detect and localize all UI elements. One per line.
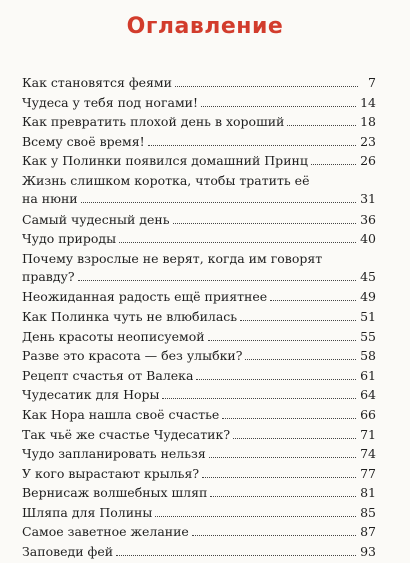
toc-page-number: 51 [360,308,376,324]
dot-leader [119,242,356,243]
toc-entry [22,74,376,92]
toc-page-number: 31 [360,190,376,206]
toc-entry [22,113,376,131]
toc-entry [22,250,376,287]
toc-page-number: 87 [360,524,376,540]
toc-entry [22,426,376,444]
toc-entry-title: Чудо запланировать нельзя [22,446,206,462]
toc-entry-row [22,504,376,522]
toc-entry-row [22,288,376,306]
dot-leader [175,86,358,87]
toc-entry [22,288,376,306]
toc-entry [22,523,376,541]
toc-entry [22,347,376,365]
dot-leader [192,535,356,536]
toc-entry-row [22,152,376,170]
toc-entry-title: Самое заветное желание [22,524,189,540]
toc-entry-row [22,445,376,463]
toc-entry [22,543,376,561]
toc-entry-row [22,465,376,483]
dot-leader [270,300,356,301]
toc-page-number: 61 [360,367,376,383]
dot-leader [210,496,356,497]
toc-entry-title: Как Полинка чуть не влюбилась [22,308,238,324]
toc-entry-title: Всему своё время! [22,133,145,149]
toc-entry-row [22,406,376,424]
toc-entry [22,328,376,346]
toc-entry [22,152,376,170]
toc-entry-row [22,211,376,229]
toc-entry [22,94,376,112]
dot-leader [81,202,356,203]
dot-leader [209,457,356,458]
toc-page-number: 64 [360,387,376,403]
toc-entry-title: на нюни [22,190,78,206]
toc-entry [22,172,376,209]
toc-entry-row [22,230,376,248]
toc-entry [22,504,376,522]
toc-page-number: 66 [360,406,376,422]
dot-leader [222,418,356,419]
toc-entry [22,133,376,151]
toc-entry-row [22,426,376,444]
dot-leader [208,340,357,341]
toc-entry-row [22,386,376,404]
toc-entry-title: Чудесатик для Норы [22,387,160,403]
toc-entry-row [22,367,376,385]
dot-leader [148,145,356,146]
toc-page-number: 58 [360,348,376,364]
toc-page-number: 55 [360,328,376,344]
toc-entry [22,367,376,385]
toc-entry-row [22,523,376,541]
dot-leader [240,320,356,321]
toc-entry-row [22,113,376,131]
toc-entry [22,308,376,326]
dot-leader [201,106,356,107]
toc-entry-title: Так чьё же счастье Чудесатик? [22,426,231,442]
dot-leader [287,125,356,126]
toc-entry-title: Чудо природы [22,231,117,247]
toc-entry-title: Как превратить плохой день в хороший [22,114,285,130]
toc-entry-title: правду? [22,268,75,284]
toc-entry-title: День красоты неописуемой [22,328,205,344]
toc-entry-row [22,308,376,326]
toc-entry-title: Рецепт счастья от Валека [22,367,194,383]
toc-page-number: 26 [360,153,376,169]
toc-entry-title: Разве это красота — без улыбки? [22,348,243,364]
toc-entry [22,386,376,404]
dot-leader [173,223,357,224]
toc-entry-title: Как становятся феями [22,75,172,90]
toc-page-number: 49 [360,289,376,305]
toc-page-number: 74 [360,446,376,462]
toc-page-number: 40 [360,231,376,247]
toc-page-number: 45 [360,268,376,284]
toc-entry-row [22,484,376,502]
toc-entry-title: Как Нора нашла своё счастье [22,406,220,422]
toc-entry [22,465,376,483]
dot-leader [78,280,357,281]
toc-entry-row [22,190,376,208]
dot-leader [233,438,356,439]
dot-leader [155,516,356,517]
toc-entry [22,406,376,424]
toc-entry-title: Самый чудесный день [22,211,170,227]
toc-entry-title: Неожиданная радость ещё приятнее [22,289,268,305]
dot-leader [245,359,356,360]
toc-page-number: 23 [360,133,376,149]
toc-entry-row [22,347,376,365]
dot-leader [116,555,356,556]
toc-page-number: 93 [360,544,376,560]
toc-page-number: 36 [360,211,376,227]
toc-entry-title: Чудеса у тебя под ногами! [22,94,199,110]
toc-page-number: 81 [360,485,376,501]
toc-entry [22,484,376,502]
toc-page-number: 71 [360,426,376,442]
toc-entry-title-line: Почему взрослые не верят, когда им говорят [22,250,323,266]
toc-entry-row [22,543,376,561]
toc-entry-title: У кого вырастают крылья? [22,465,200,481]
toc-entry [22,211,376,229]
toc-entry [22,230,376,248]
toc-entry-row [22,94,376,112]
toc-page-number: 18 [360,114,376,130]
toc-page-number: 7 [368,75,376,90]
table-of-contents [22,74,376,563]
toc-page-number: 14 [360,94,376,110]
page-title: Оглавление [126,14,284,39]
dot-leader [202,477,356,478]
toc-page-number: 77 [360,465,376,481]
dot-leader [196,379,356,380]
toc-entry-title: Вернисаж волшебных шляп [22,485,208,501]
toc-entry-row [22,74,376,92]
toc-entry-title: Шляпа для Полины [22,504,153,520]
toc-entry [22,445,376,463]
toc-entry-title: Заповеди фей [22,544,114,560]
dot-leader [311,164,356,165]
toc-entry-title-line: Жизнь слишком коротка, чтобы тратить её [22,172,310,188]
toc-page-number: 85 [360,504,376,520]
dot-leader [162,398,356,399]
toc-entry-title: Как у Полинки появился домашний Принц [22,153,308,169]
toc-entry-row [22,133,376,151]
toc-entry-row [22,268,376,286]
toc-entry-row [22,328,376,346]
